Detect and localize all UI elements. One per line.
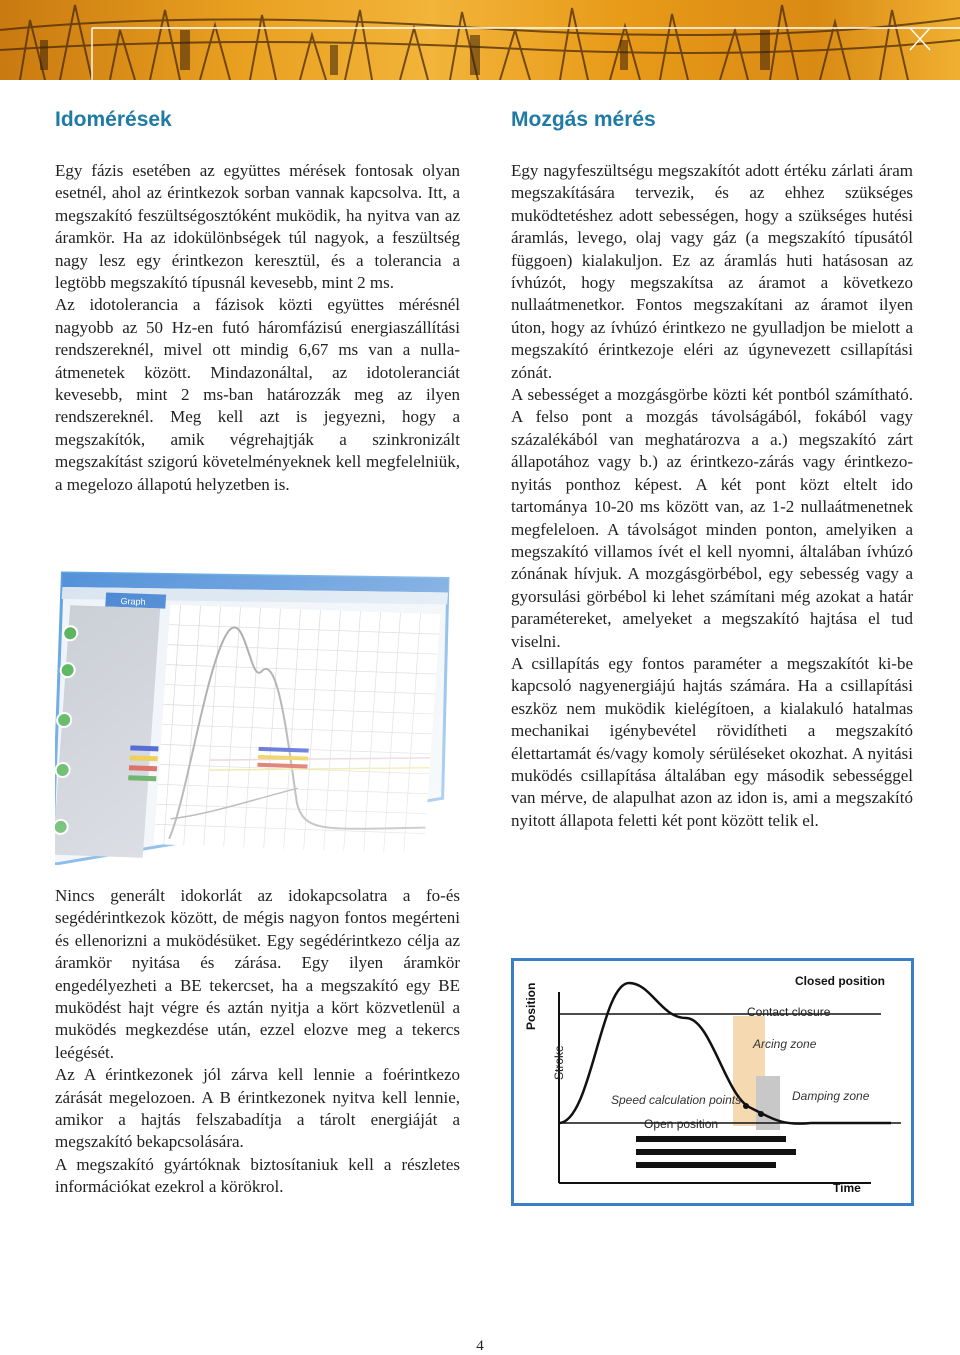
paragraph: Egy fázis esetében az együttes mérések fontosak olyan esetnél, ahol az érintkezok sorban vannak kapcsolva. Itt, a megszakító feszültségosztóként muködik, ha nyitva van az áramkör. Ha az idokülönbségek túl nagyok, a feszültség nagy lesz egy érintkezon keresztül, és a tolerancia a legtöbb megszakító típusnál kevesebb, mint 2 ms.: [55, 161, 460, 293]
motion-curve-diagram: [511, 958, 914, 1206]
left-column: [55, 108, 460, 496]
header-banner: [0, 0, 960, 80]
timing-bar: [636, 1136, 786, 1142]
open-position-label: Open position: [644, 1117, 719, 1131]
section-heading-timing: Idomérések: [55, 108, 172, 131]
time-axis-label: Time: [833, 1181, 861, 1195]
position-axis-label: Position: [524, 982, 538, 1030]
speed-points-label: Speed calculation points: [611, 1093, 742, 1107]
contact-closure-label: Contact closure: [747, 1005, 831, 1019]
paragraph: A csillapítás egy fontos paraméter a megszakítót ki-be kapcsoló nagyenergiájú hajtás számára. Ha a csillapítási eszköz nem muködik kielégítoen, a kialakuló hatalmas mechanikai igénybevétel rövidítheti a megszakító élettartamát és/vagy komoly sérüléseket okozhat. A nyitási muködés csillapítása általában egy második sebességgel van mérve, de alapulhat azon az idon is, ami a megszakító nyitott állapota feletti két pont között telik el.: [511, 653, 913, 830]
right-column: [511, 108, 913, 832]
paragraph: Egy nagyfeszültségu megszakítót adott értéku zárlati áram megszakítására tervezik, és az ehhez szükséges muködtetéshez adott sebességen, hogy a szükséges hutési áramlás, levego, olaj vagy gáz (a megszakító típusától függoen) kialakuljon. Ez az áramlás huti hatásosan az ívhúzót, hogy megszakítsa az áramot a következo nullaátmenetkor. Fontos megszakítani az áramot ilyen úton, hogy az ívhúzó érintkezo ne gyulladjon be mielott a megszakító érintkezoje eléri az úgynevezett csillapítási zónát.: [511, 161, 913, 382]
section-heading-motion: Mozgás mérés: [511, 108, 656, 131]
paragraph: Nincs generált idokorlát az idokapcsolatra a fo-és segédérintkezok között, de mégis nagyon fontos megérteni és ellenorizni a muködésüket. Egy segédérintkezo célja az áramkör nyitása és zárása. Egy ilyen áramkör engedélyezheti a BE tekercset, ha a megszakító egy BE muködést hajt végre és aztán nyitja a kört közvetlenül a muködés megkezdése után, ezzel elozve meg a tekercs leégését.: [55, 886, 460, 1062]
damping-zone-label: Damping zone: [792, 1089, 870, 1103]
paragraph: Az A érintkezonek jól zárva kell lennie a foérintkezo zárását megelozoen. A B érintkezonek nyitva kell lennie, amikor a hajtás felszabadítja a tárolt energiáját a megszakító bekapcsolására.: [55, 1065, 460, 1152]
closed-position-label: Closed position: [795, 974, 885, 988]
damping-zone-area: [756, 1076, 780, 1130]
stroke-label: Stroke: [552, 1045, 566, 1080]
analyzer-software-screenshot: [55, 555, 460, 865]
left-column-continued: [55, 885, 460, 1199]
arcing-zone-label: Arcing zone: [753, 1037, 817, 1051]
timing-bar: [636, 1149, 796, 1155]
paragraph: A megszakító gyártóknak biztosítaniuk kell a részletes információkat ezekrol a körökrol.: [55, 1154, 460, 1197]
paragraph: A sebességet a mozgásgörbe közti két pontból számítható. A felso pont a mozgás távolságából, fokából vagy százalékából van meghatározva a a.) megszakító zárt állapotához vagy b.) az érintkezo-zárás vagy érintkezo-nyitás ponthoz képest. A két pont közt eltelt ido tartománya 10-20 ms között van, az 1-2 nullaátmenetnek megfeleloen. A távolságot minden ponton, amelyiken a megszakító villamos ívét el kell nyomni, általában ívhúzó zónának hívjuk. A mozgásgörbébol, egy sebesség vagy a gyorsulási görbébol ki lehet számítani még azokat a határ paramétereket, amelyeket a megszakító hajtása el tud viselni.: [511, 385, 913, 651]
power-equipment-icon: [0, 0, 960, 80]
page-number: 4: [476, 1338, 484, 1354]
paragraph: Az idotolerancia a fázisok közti együttes mérésnél nagyobb az 50 Hz-en futó háromfázisú energiaszállítási rendszereknél, mivel ott mindig 6,67 ms van a nulla-átmenetek között. Mindazonáltal, az idotoleranciát kevesebb, mint 2 ms-ban határozzák meg az ilyen rendszereknél. Meg kell azt is jegyezni, hogy a megszakítók, amik végrehajtják a szinkronizált megszakítást szigorú követelményeknek kell megfelelniük, a megelozo állapotú helyzetben is.: [55, 295, 460, 494]
timing-bar: [636, 1162, 776, 1168]
